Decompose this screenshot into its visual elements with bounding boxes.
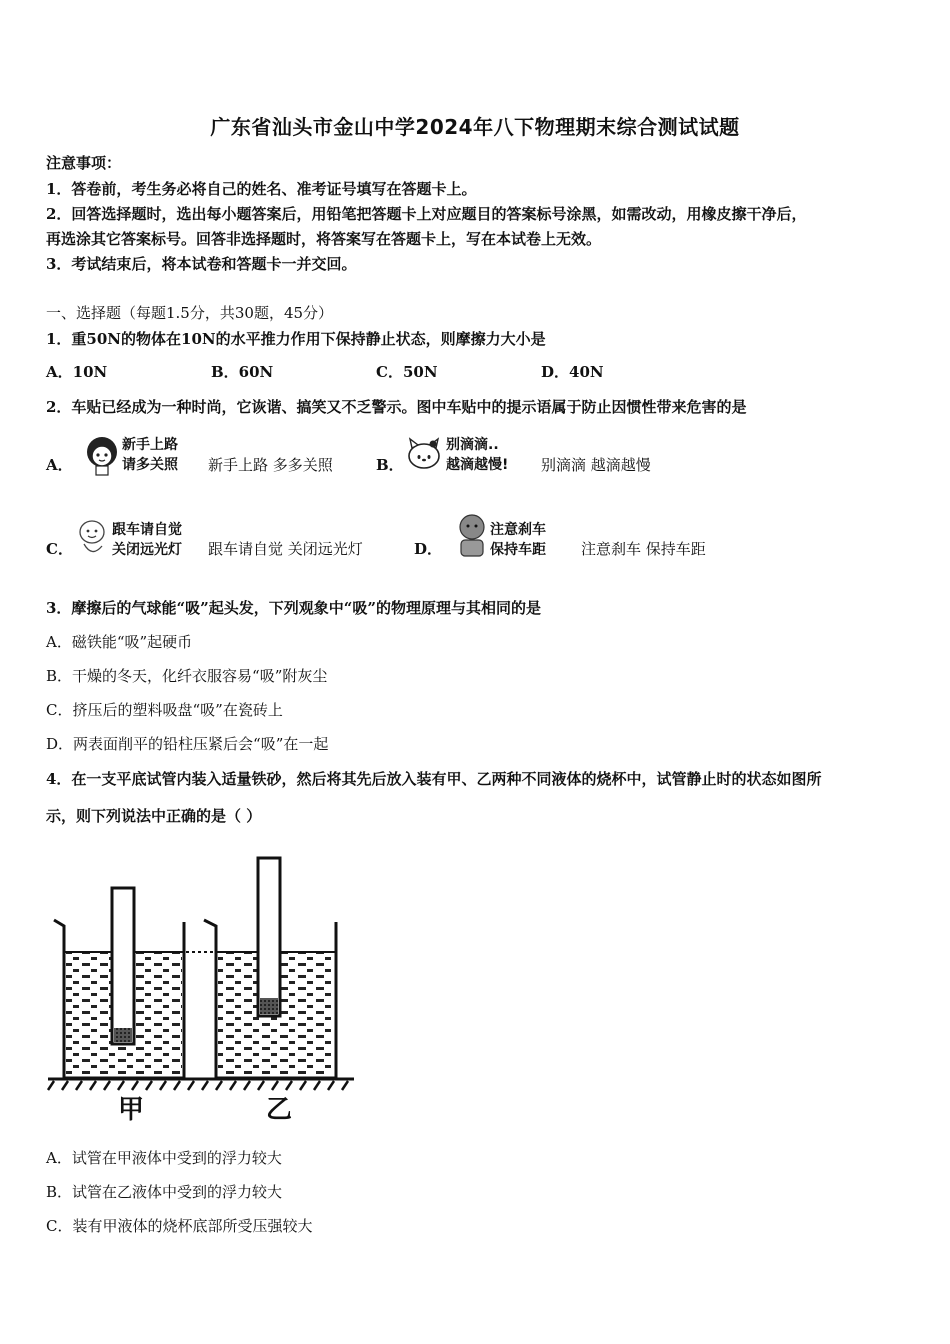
notice-item: 2．回答选择题时，选出每小题答案后，用铅笔把答题卡上对应题目的答案标号涂黑，如需改动，用橡皮擦干净后， — [46, 205, 807, 223]
question-4-figure — [44, 852, 360, 1124]
question-2-option-c-caption: 跟车请自觉 关闭远光灯 — [208, 540, 363, 558]
question-2-option-d-letter[interactable]: D． — [414, 540, 443, 558]
question-3-option-c[interactable]: C．挤压后的塑料吸盘“吸”在瓷砖上 — [46, 701, 283, 719]
question-4-stem-line2: 示，则下列说法中正确的是（ ） — [46, 807, 262, 825]
question-1-option-a[interactable]: A．10N — [46, 363, 108, 381]
sticker-b-line2: 越滴越慢! — [446, 457, 509, 473]
sticker-a-line1: 新手上路 — [122, 437, 178, 453]
question-3-option-d[interactable]: D．两表面削平的铅柱压紧后会“吸”在一起 — [46, 735, 329, 753]
figure-label-jia: 甲 — [118, 1095, 145, 1124]
question-1-option-d[interactable]: D．40N — [541, 363, 604, 381]
section-heading: 一、选择题（每题1.5分，共30题，45分） — [46, 304, 334, 322]
question-1-options — [46, 361, 746, 381]
question-2-option-a-caption: 新手上路 多多关照 — [208, 456, 333, 474]
notice-item: 1．答卷前，考生务必将自己的姓名、准考证号填写在答题卡上。 — [46, 180, 477, 198]
figure-label-yi: 乙 — [266, 1095, 293, 1124]
sticker-b-image — [404, 432, 540, 476]
sticker-a-line2: 请多关照 — [122, 457, 178, 473]
sticker-b-line1: 别滴滴.. — [446, 437, 499, 453]
sticker-a-image — [82, 430, 200, 478]
sticker-d-line1: 注意刹车 — [490, 522, 546, 538]
question-1-stem: 1．重50N的物体在10N的水平推力作用下保持静止状态，则摩擦力大小是 — [46, 330, 546, 348]
sticker-c-line2: 关闭远光灯 — [112, 542, 182, 558]
notice-item: 3．考试结束后，将本试卷和答题卡一并交回。 — [46, 255, 357, 273]
question-3-stem: 3．摩擦后的气球能“吸”起头发，下列观象中“吸”的物理原理与其相同的是 — [46, 599, 541, 617]
question-3-option-a[interactable]: A．磁铁能“吸”起硬币 — [46, 633, 193, 651]
sticker-c-image — [76, 514, 204, 564]
page-title: 广东省汕头市金山中学2024年八下物理期末综合测试试题 — [210, 115, 740, 139]
question-2-option-d-caption: 注意刹车 保持车距 — [581, 540, 706, 558]
question-2-option-b-letter[interactable]: B． — [376, 456, 404, 474]
sticker-c-line1: 跟车请自觉 — [112, 522, 182, 538]
sticker-d-line2: 保持车距 — [490, 542, 546, 558]
question-1-option-c[interactable]: C．50N — [376, 363, 438, 381]
question-2-stem: 2．车贴已经成为一种时尚，它诙谐、搞笑又不乏警示。图中车贴中的提示语属于防止因惯性带来危害的是 — [46, 398, 747, 416]
question-2-option-a-letter[interactable]: A． — [46, 456, 73, 474]
question-4-option-a[interactable]: A．试管在甲液体中受到的浮力较大 — [46, 1149, 282, 1167]
question-4-option-b[interactable]: B．试管在乙液体中受到的浮力较大 — [46, 1183, 283, 1201]
question-2-option-c-letter[interactable]: C． — [46, 540, 73, 558]
sticker-d-image — [452, 512, 576, 564]
question-1-option-b[interactable]: B．60N — [211, 363, 274, 381]
notice-heading: 注意事项： — [46, 154, 122, 172]
question-4-option-c[interactable]: C．装有甲液体的烧杯底部所受压强较大 — [46, 1217, 313, 1235]
notice-item: 再选涂其它答案标号。回答非选择题时，将答案写在答题卡上，写在本试卷上无效。 — [46, 230, 602, 248]
question-2-option-b-caption: 别滴滴 越滴越慢 — [541, 456, 651, 474]
question-3-option-b[interactable]: B．干燥的冬天，化纤衣服容易“吸”附灰尘 — [46, 667, 328, 685]
question-4-stem-line1: 4．在一支平底试管内装入适量铁砂，然后将其先后放入装有甲、乙两种不同液体的烧杯中，试管静止时的状态如图所 — [46, 770, 822, 788]
